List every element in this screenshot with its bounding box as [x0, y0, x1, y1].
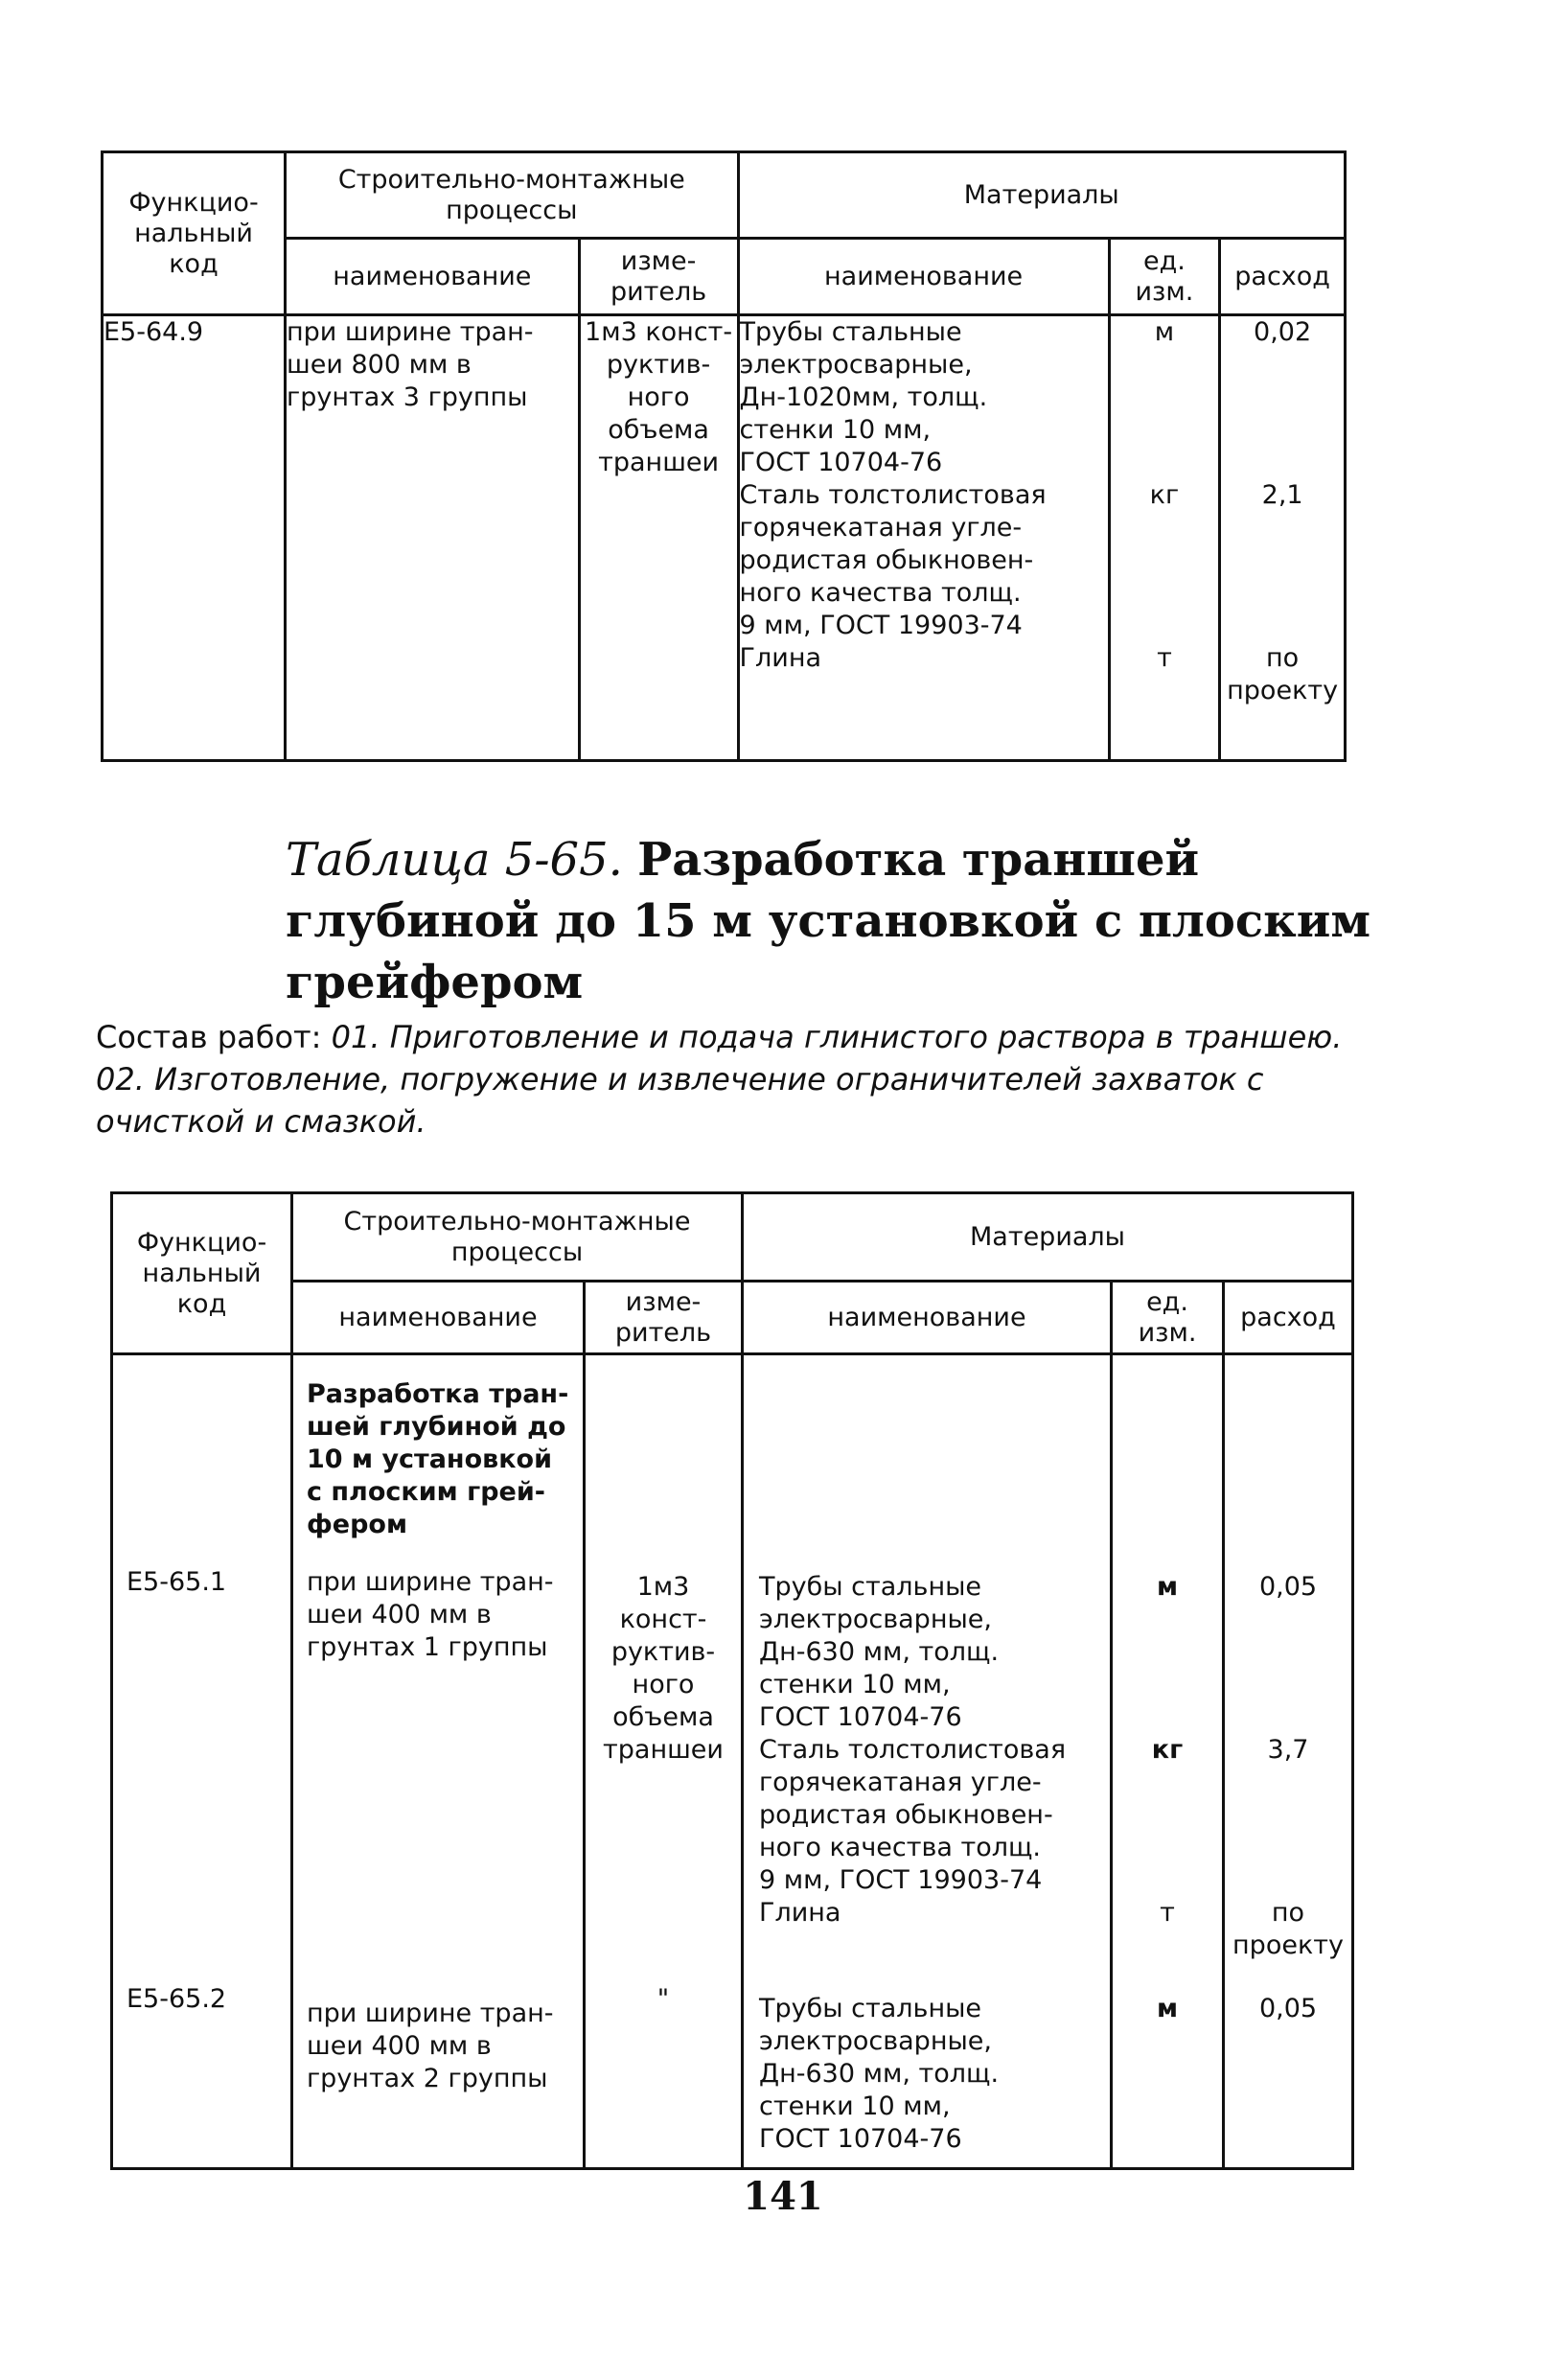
header-materials: Материалы	[738, 152, 1345, 239]
caption-title: Разработка траншей глубиной до 15 м установкой с плоским грейфером	[286, 833, 1371, 1009]
material-name: Глина	[759, 1898, 841, 1928]
code-cell: Е5-64.9	[103, 315, 286, 761]
header-func-code: Функцио- нальный код	[103, 152, 286, 315]
material-name: Трубы стальные электросварные, Дн-630 мм, толщ. стенки 10 мм, ГОСТ 10704-76	[759, 1572, 1000, 1732]
material-usage: 3,7	[1267, 1735, 1309, 1765]
header-materials: Материалы	[743, 1193, 1353, 1282]
header-construction: Строительно-монтажные процессы	[292, 1193, 743, 1282]
header-unit: ед. изм.	[1112, 1282, 1224, 1354]
header-unit: ед. изм.	[1109, 239, 1220, 315]
materials-table-1	[101, 150, 1347, 762]
page-number: 141	[743, 2174, 823, 2219]
material-usage: 0,05	[1258, 1572, 1318, 1602]
header-usage: расход	[1220, 239, 1346, 315]
material-name: Глина	[739, 643, 822, 673]
composition-prefix: Состав работ:	[96, 1019, 322, 1055]
material-unit: т	[1157, 643, 1172, 673]
header-usage: расход	[1224, 1282, 1353, 1354]
header-meter: изме- ритель	[579, 239, 738, 315]
meter-cell: 1м3 конст- руктив- ного объема траншеи	[579, 315, 738, 761]
header-name: наименование	[292, 1282, 585, 1354]
material-names	[738, 315, 1109, 761]
material-unit: т	[1160, 1898, 1175, 1928]
table-caption	[286, 829, 1388, 1013]
process-cell	[292, 1354, 585, 2169]
work-composition	[96, 1016, 1361, 1143]
material-usage: 2,1	[1261, 480, 1303, 510]
row-process: при ширине тран- шеи 400 мм в грунтах 2 группы	[307, 1999, 554, 2093]
process-cell: при ширине тран- шеи 800 мм в грунтах 3 группы	[286, 315, 580, 761]
material-units	[1109, 315, 1220, 761]
code-cell	[112, 1354, 292, 2169]
material-usage: 0,02	[1254, 317, 1312, 347]
material-name: Сталь толстолистовая горячекатаная угле- родистая обыкновен- ного качества толщ. 9 мм, ГОСТ 19903-74	[739, 480, 1047, 640]
header-name: наименование	[286, 239, 580, 315]
material-unit: м	[1154, 317, 1175, 347]
header-mat-name: наименование	[743, 1282, 1112, 1354]
material-usage: по проекту	[1232, 1898, 1344, 1960]
material-units	[1112, 1354, 1224, 2169]
material-usage: 0,05	[1258, 1994, 1318, 2023]
row-code: Е5-65.1	[127, 1567, 227, 1597]
header-construction: Строительно-монтажные процессы	[286, 152, 739, 239]
row-meter: 1м3 конст- руктив- ного объема траншеи	[603, 1572, 724, 1765]
header-meter: изме- ритель	[585, 1282, 743, 1354]
material-names	[743, 1354, 1112, 2169]
meter-cell	[585, 1354, 743, 2169]
group-title: Разработка тран- шей глубиной до 10 м установкой с плоским грей- фером	[307, 1379, 569, 1539]
material-usages	[1220, 315, 1346, 761]
material-unit: кг	[1149, 480, 1180, 510]
composition-text: 01. Приготовление и подача глинистого раствора в траншею. 02. Изготовление, погружение и извлечение ограничителей захваток с очисткой и смазкой.	[96, 1019, 1343, 1140]
material-name: Трубы стальные электросварные, Дн-1020мм, толщ. стенки 10 мм, ГОСТ 10704-76	[739, 317, 988, 477]
row-meter: "	[656, 1984, 670, 2014]
material-name: Сталь толстолистовая горячекатаная угле- родистая обыкновен- ного качества толщ. 9 мм, ГОСТ 19903-74	[759, 1735, 1067, 1895]
material-usages	[1224, 1354, 1353, 2169]
row-process: при ширине тран- шеи 400 мм в грунтах 1 группы	[307, 1567, 554, 1662]
row-code: Е5-65.2	[127, 1984, 227, 2014]
material-unit: м	[1156, 1994, 1179, 2023]
header-func-code: Функцио- нальный код	[112, 1193, 292, 1354]
material-name: Трубы стальные электросварные, Дн-630 мм, толщ. стенки 10 мм, ГОСТ 10704-76	[759, 1994, 1000, 2154]
material-unit: м	[1156, 1572, 1179, 1602]
materials-table-2	[110, 1191, 1354, 2170]
caption-label: Таблица 5-65.	[286, 833, 623, 887]
header-mat-name: наименование	[738, 239, 1109, 315]
material-usage: по проекту	[1227, 643, 1339, 705]
material-unit: кг	[1151, 1735, 1184, 1765]
